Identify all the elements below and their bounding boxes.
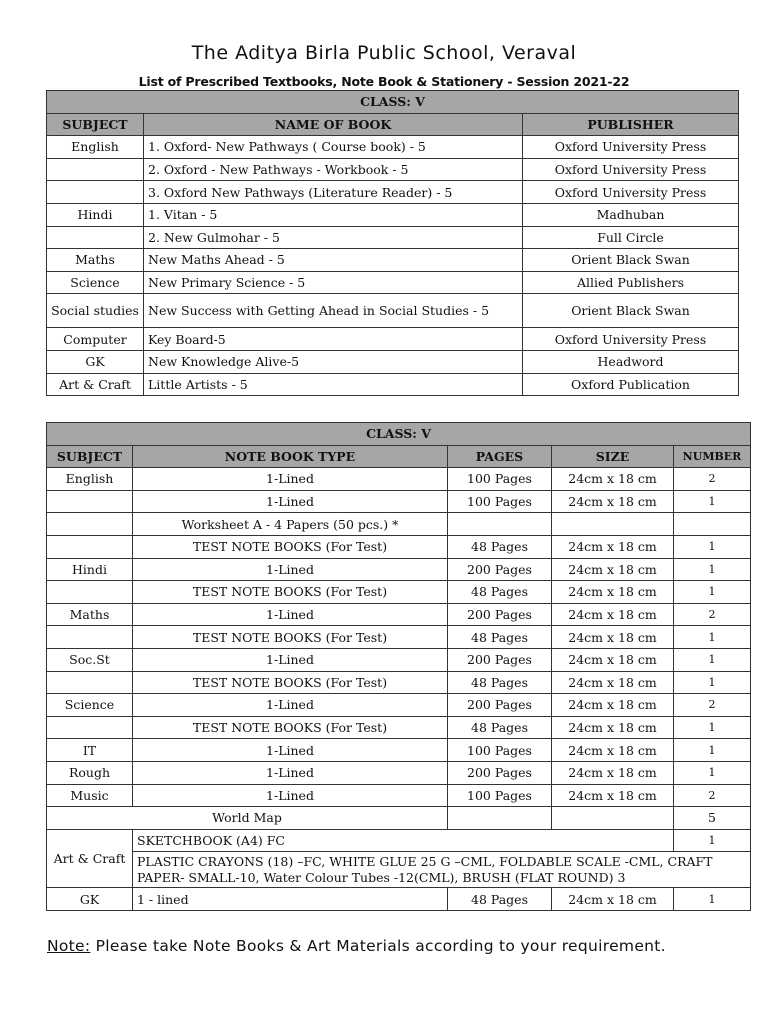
number-cell: 2: [674, 694, 751, 717]
pages-cell: 48 Pages: [448, 581, 552, 604]
textbook-row: [47, 294, 739, 328]
textbook-row: [47, 373, 739, 396]
publisher-cell: Orient Black Swan: [523, 294, 739, 328]
notebook-row: [47, 490, 751, 513]
subject-cell: Hindi: [47, 558, 133, 581]
col-publisher: PUBLISHER: [523, 113, 739, 136]
size-cell: 24cm x 18 cm: [552, 784, 674, 807]
publisher-cell: Oxford University Press: [523, 328, 739, 351]
number-cell: 1: [674, 558, 751, 581]
pages-cell: 100 Pages: [448, 739, 552, 762]
book-name-cell: Little Artists - 5: [144, 373, 523, 396]
subject-cell: Soc.St: [47, 648, 133, 671]
notebook-type-cell: 1-Lined: [133, 739, 448, 762]
pages-cell: [448, 513, 552, 536]
pages-cell: 48 Pages: [448, 626, 552, 649]
number-cell: 1: [674, 761, 751, 784]
col-number: NUMBER: [674, 445, 751, 468]
subject-cell: [47, 490, 133, 513]
subject-cell: Science: [47, 271, 144, 294]
col-book-name: NAME OF BOOK: [144, 113, 523, 136]
size-cell: 24cm x 18 cm: [552, 558, 674, 581]
subject-cell: Art & Craft: [47, 373, 144, 396]
book-name-cell: 1. Vitan - 5: [144, 203, 523, 226]
book-name-cell: 1. Oxford- New Pathways ( Course book) - 5: [144, 136, 523, 159]
world-map-number: 5: [674, 807, 751, 830]
col-subject: SUBJECT: [47, 445, 133, 468]
subject-cell: IT: [47, 739, 133, 762]
subject-cell: Music: [47, 784, 133, 807]
notebook-row: [47, 468, 751, 491]
subject-cell: [47, 716, 133, 739]
subject-cell: [47, 513, 133, 536]
pages-cell: 200 Pages: [448, 558, 552, 581]
pages-cell: 48 Pages: [448, 535, 552, 558]
notebook-row: [47, 581, 751, 604]
notebooks-class-row: [47, 423, 751, 446]
number-cell: 1: [674, 626, 751, 649]
notebooks-table: [46, 422, 751, 911]
list-subtitle: List of Prescribed Textbooks, Note Book & Stationery - Session 2021-22: [138, 74, 630, 89]
notebook-row: [47, 784, 751, 807]
notebook-row: [47, 535, 751, 558]
number-cell: 1: [674, 739, 751, 762]
notebook-type-cell: 1-Lined: [133, 648, 448, 671]
notebook-type-cell: TEST NOTE BOOKS (For Test): [133, 535, 448, 558]
book-name-cell: 3. Oxford New Pathways (Literature Reader) - 5: [144, 181, 523, 204]
size-cell: [552, 513, 674, 536]
subject-cell: English: [47, 468, 133, 491]
notebook-type-cell: 1-Lined: [133, 784, 448, 807]
notebook-row: [47, 558, 751, 581]
school-title: The Aditya Birla Public School, Veraval: [191, 42, 577, 64]
number-cell: 1: [674, 581, 751, 604]
subject-cell: English: [47, 136, 144, 159]
notebook-row: [47, 626, 751, 649]
sketchbook-item: SKETCHBOOK (A4) FC: [133, 829, 674, 852]
subject-cell: Science: [47, 694, 133, 717]
notebook-row: [47, 694, 751, 717]
notebook-type-cell: 1-Lined: [133, 603, 448, 626]
art-craft-sketchbook-row: [47, 829, 751, 852]
subject-cell: [47, 158, 144, 181]
textbook-row: [47, 249, 739, 272]
textbook-row: [47, 226, 739, 249]
notebook-type-cell: 1-Lined: [133, 490, 448, 513]
world-map-pages: [448, 807, 552, 830]
pages-cell: 200 Pages: [448, 694, 552, 717]
notebook-type-cell: 1-Lined: [133, 558, 448, 581]
note-text: Please take Note Books & Art Materials according to your requirement.: [90, 937, 666, 955]
number-cell: 1: [674, 648, 751, 671]
pages-cell: 100 Pages: [448, 468, 552, 491]
publisher-cell: Orient Black Swan: [523, 249, 739, 272]
size-cell: 24cm x 18 cm: [552, 694, 674, 717]
subject-cell: Rough: [47, 761, 133, 784]
number-cell: 2: [674, 468, 751, 491]
book-name-cell: New Success with Getting Ahead in Social Studies - 5: [144, 294, 523, 328]
notebooks-header-row: [47, 445, 751, 468]
notebook-row: [47, 716, 751, 739]
book-name-cell: New Knowledge Alive-5: [144, 350, 523, 373]
textbook-row: [47, 136, 739, 159]
notebook-row: [47, 761, 751, 784]
subject-cell: [47, 671, 133, 694]
subject-cell: [47, 581, 133, 604]
pages-cell: 200 Pages: [448, 648, 552, 671]
gk-number: 1: [674, 888, 751, 911]
publisher-cell: Headword: [523, 350, 739, 373]
publisher-cell: Full Circle: [523, 226, 739, 249]
publisher-cell: Oxford University Press: [523, 181, 739, 204]
col-notebook-type: NOTE BOOK TYPE: [133, 445, 448, 468]
notebook-row: [47, 603, 751, 626]
notebook-type-cell: 1-Lined: [133, 468, 448, 491]
notebook-row: [47, 513, 751, 536]
book-name-cell: 2. Oxford - New Pathways - Workbook - 5: [144, 158, 523, 181]
notebook-type-cell: TEST NOTE BOOKS (For Test): [133, 671, 448, 694]
col-pages: PAGES: [448, 445, 552, 468]
pages-cell: 48 Pages: [448, 716, 552, 739]
book-name-cell: New Primary Science - 5: [144, 271, 523, 294]
textbooks-header-row: [47, 113, 739, 136]
notebook-type-cell: TEST NOTE BOOKS (For Test): [133, 581, 448, 604]
size-cell: 24cm x 18 cm: [552, 648, 674, 671]
number-cell: 1: [674, 671, 751, 694]
number-cell: 1: [674, 535, 751, 558]
notebook-type-cell: TEST NOTE BOOKS (For Test): [133, 716, 448, 739]
col-size: SIZE: [552, 445, 674, 468]
number-cell: 2: [674, 603, 751, 626]
col-subject: SUBJECT: [47, 113, 144, 136]
world-map-size: [552, 807, 674, 830]
textbook-row: [47, 158, 739, 181]
notebook-type-cell: Worksheet A - 4 Papers (50 pcs.) *: [133, 513, 448, 536]
subject-cell: GK: [47, 350, 144, 373]
pages-cell: 48 Pages: [448, 671, 552, 694]
size-cell: 24cm x 18 cm: [552, 716, 674, 739]
size-cell: 24cm x 18 cm: [552, 761, 674, 784]
subject-cell: [47, 226, 144, 249]
textbook-row: [47, 271, 739, 294]
subject-cell: Maths: [47, 249, 144, 272]
book-name-cell: Key Board-5: [144, 328, 523, 351]
publisher-cell: Madhuban: [523, 203, 739, 226]
notebook-type-cell: 1-Lined: [133, 761, 448, 784]
sketchbook-number: 1: [674, 829, 751, 852]
size-cell: 24cm x 18 cm: [552, 490, 674, 513]
notebook-row: [47, 648, 751, 671]
textbooks-class-row: [47, 91, 739, 114]
book-name-cell: 2. New Gulmohar - 5: [144, 226, 523, 249]
book-name-cell: New Maths Ahead - 5: [144, 249, 523, 272]
publisher-cell: Oxford University Press: [523, 158, 739, 181]
gk-row: [47, 888, 751, 911]
subject-cell: [47, 535, 133, 558]
textbook-row: [47, 328, 739, 351]
subject-cell: Computer: [47, 328, 144, 351]
number-cell: 2: [674, 784, 751, 807]
subject-cell: [47, 626, 133, 649]
number-cell: 1: [674, 490, 751, 513]
subject-cell: [47, 181, 144, 204]
gk-pages: 48 Pages: [448, 888, 552, 911]
size-cell: 24cm x 18 cm: [552, 468, 674, 491]
size-cell: 24cm x 18 cm: [552, 626, 674, 649]
gk-type: 1 - lined: [133, 888, 448, 911]
subject-cell: Social studies: [47, 294, 144, 328]
textbook-row: [47, 181, 739, 204]
gk-size: 24cm x 18 cm: [552, 888, 674, 911]
size-cell: 24cm x 18 cm: [552, 671, 674, 694]
world-map-label: World Map: [47, 807, 448, 830]
world-map-row: [47, 807, 751, 830]
size-cell: 24cm x 18 cm: [552, 581, 674, 604]
notebook-type-cell: 1-Lined: [133, 694, 448, 717]
number-cell: [674, 513, 751, 536]
textbooks-class-label: CLASS: V: [47, 91, 739, 114]
gk-subject: GK: [47, 888, 133, 911]
publisher-cell: Oxford University Press: [523, 136, 739, 159]
notebook-row: [47, 671, 751, 694]
size-cell: 24cm x 18 cm: [552, 739, 674, 762]
number-cell: 1: [674, 716, 751, 739]
textbook-row: [47, 203, 739, 226]
size-cell: 24cm x 18 cm: [552, 603, 674, 626]
textbooks-table: [46, 90, 739, 396]
textbook-row: [47, 350, 739, 373]
notebook-type-cell: TEST NOTE BOOKS (For Test): [133, 626, 448, 649]
publisher-cell: Allied Publishers: [523, 271, 739, 294]
publisher-cell: Oxford Publication: [523, 373, 739, 396]
pages-cell: 100 Pages: [448, 784, 552, 807]
art-craft-subject: Art & Craft: [47, 829, 133, 888]
subject-cell: Hindi: [47, 203, 144, 226]
art-craft-materials-row: [47, 852, 751, 888]
pages-cell: 200 Pages: [448, 761, 552, 784]
footer-note: [47, 937, 666, 955]
pages-cell: 100 Pages: [448, 490, 552, 513]
notebook-row: [47, 739, 751, 762]
pages-cell: 200 Pages: [448, 603, 552, 626]
subject-cell: Maths: [47, 603, 133, 626]
notebooks-class-label: CLASS: V: [47, 423, 751, 446]
size-cell: 24cm x 18 cm: [552, 535, 674, 558]
art-materials-list: PLASTIC CRAYONS (18) –FC, WHITE GLUE 25 G –CML, FOLDABLE SCALE -CML, CRAFT PAPER- SMALL-10, Water Colour Tubes -12(CML), BRUSH (FLAT ROUND) 3: [133, 852, 751, 888]
note-label: Note:: [47, 937, 91, 955]
